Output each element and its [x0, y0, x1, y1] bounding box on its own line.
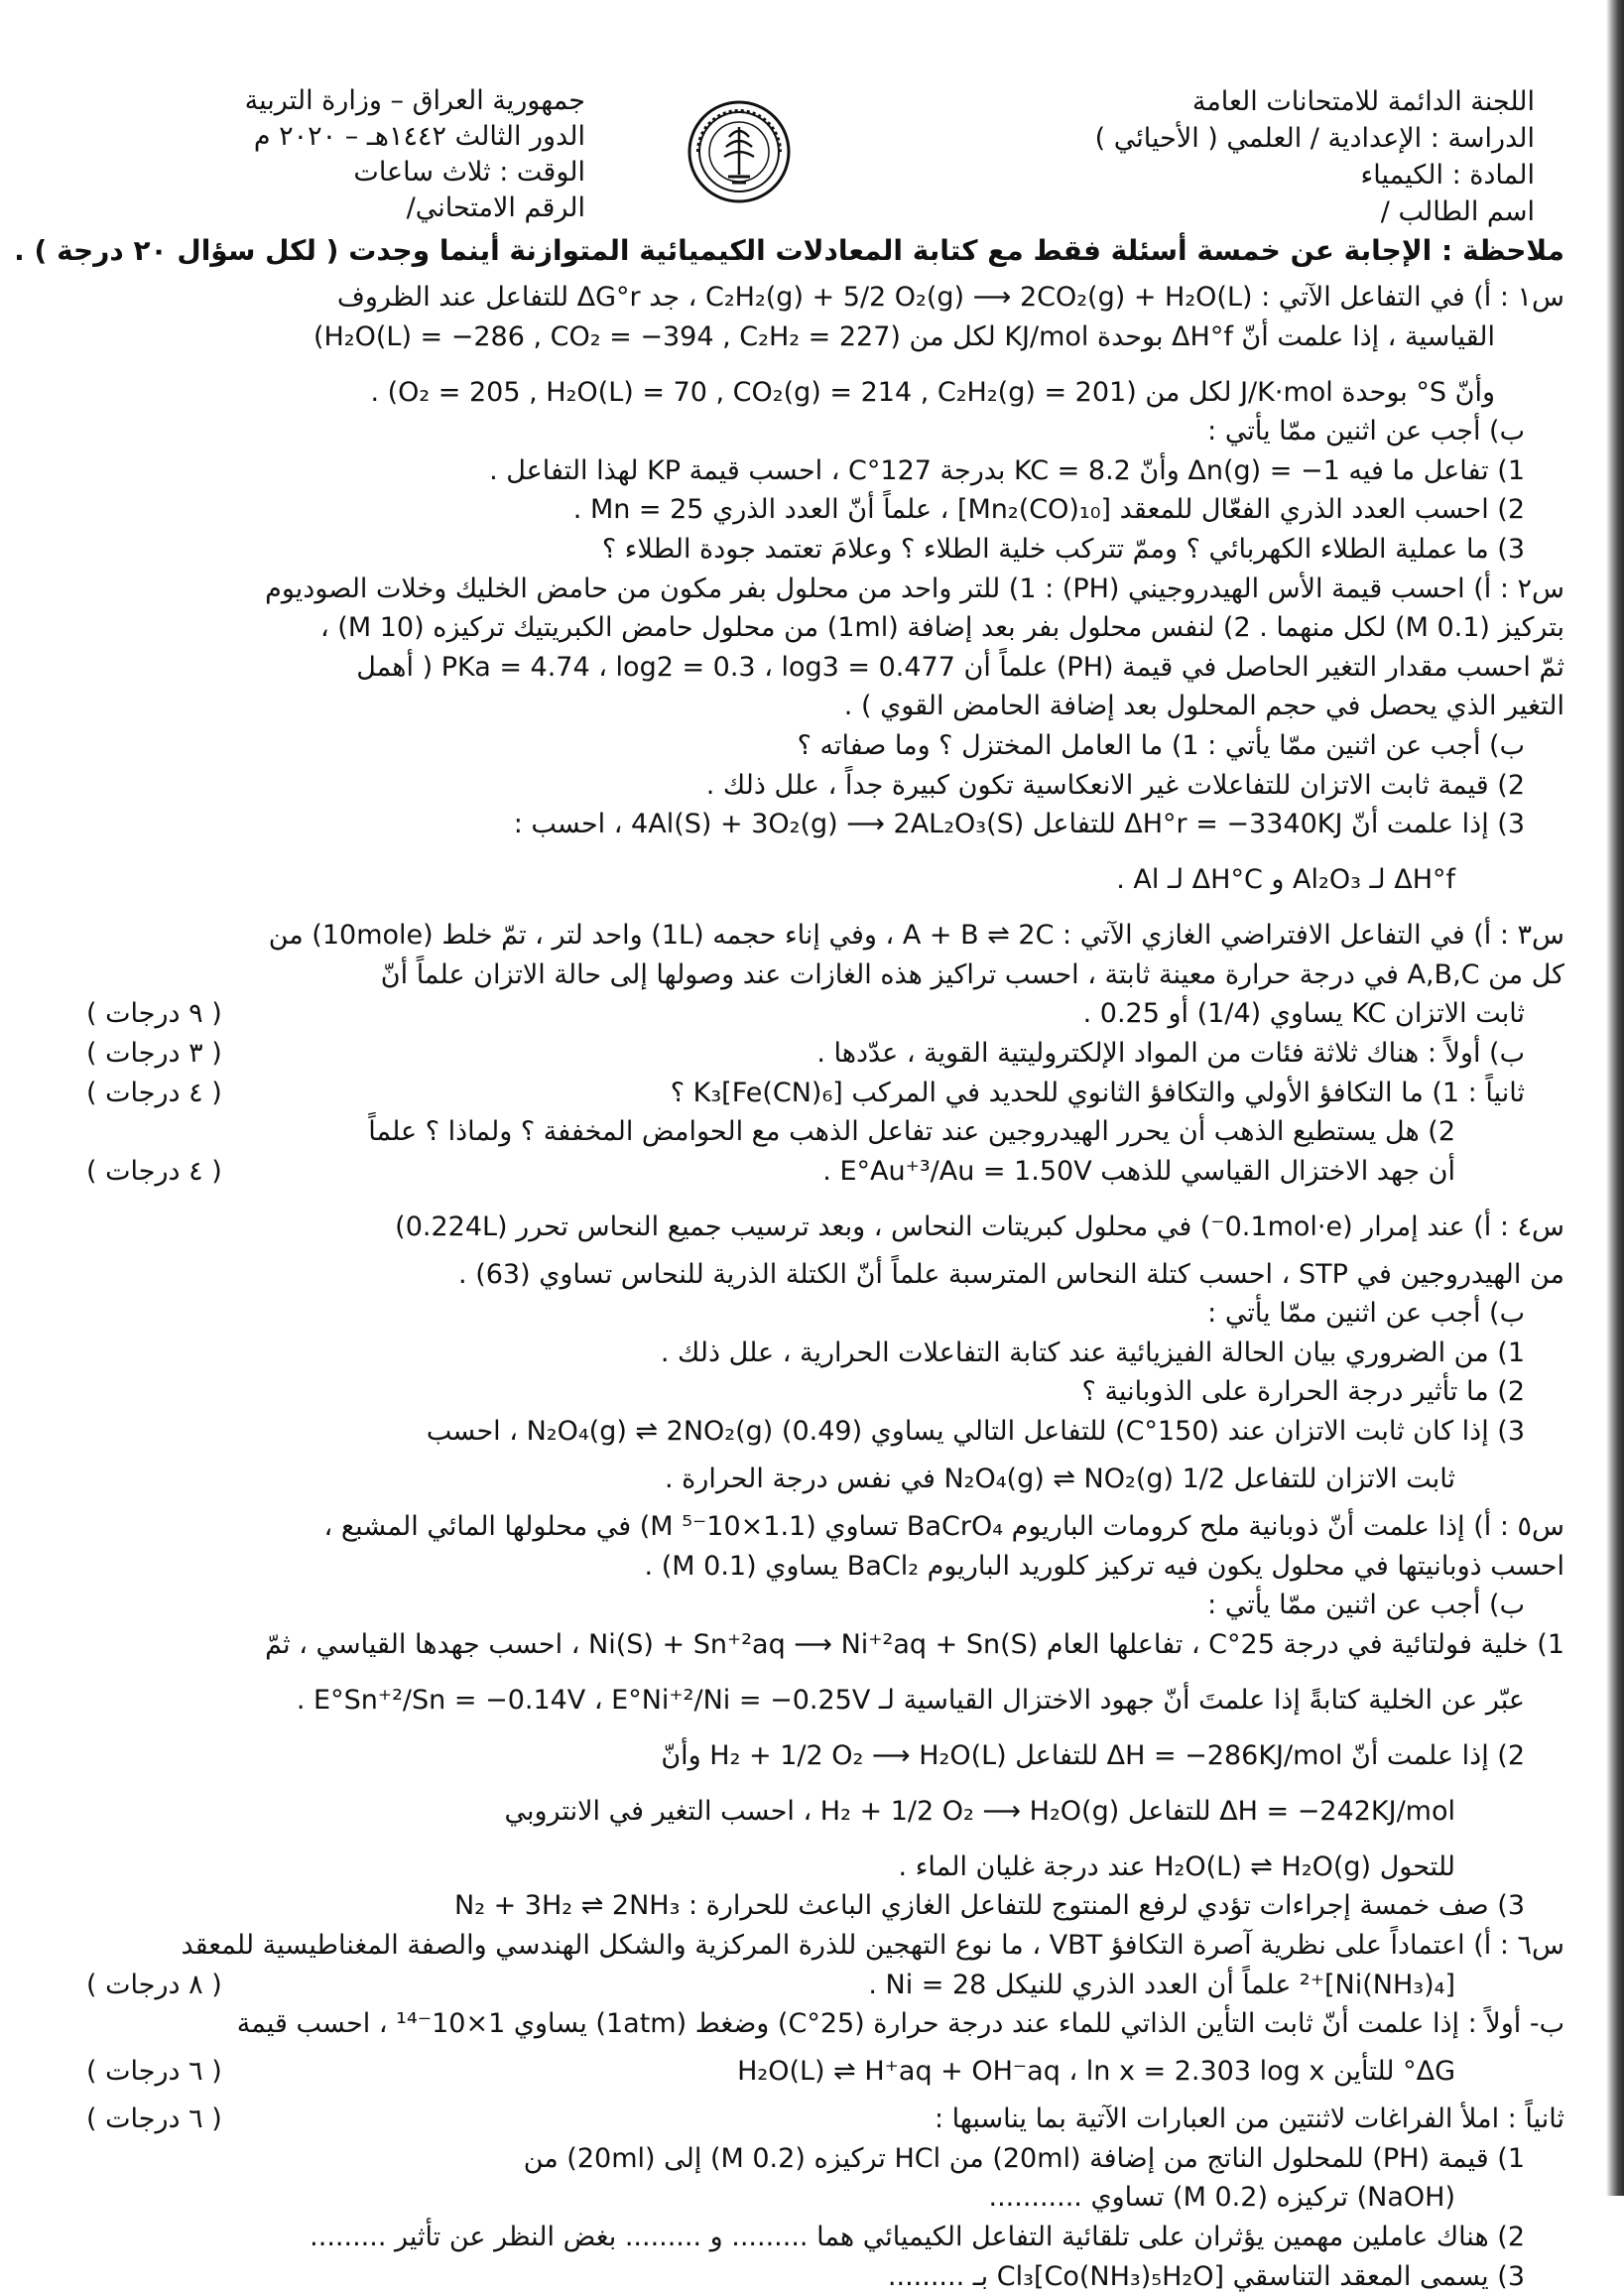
- question-line: [86, 994, 1564, 1034]
- question-line: [86, 1507, 1564, 1547]
- question-line: [86, 1848, 1564, 1887]
- question-text: 2) قيمة ثابت الاتزان للتفاعلات غير الانعكاسية تكون كبيرة جداً ، علل ذلك .: [705, 769, 1525, 801]
- question-text: 1) قيمة (PH) للمحلول الناتج من إضافة (20ml) من HCl تركيزه (0.2 M) إلى (20ml) من: [523, 2142, 1525, 2174]
- question-line: [86, 726, 1564, 766]
- question-text: س٣ : أ) في التفاعل الافتراضي الغازي الآتي : A + B ⇌ 2C ، وفي إناء حجمه (1L) واحد لتر ، تمّ خلط (10mole) من: [268, 920, 1564, 952]
- question-text: س١ : أ) في التفاعل الآتي : C₂H₂(g) + 5/2 O₂(g) ⟶ 2CO₂(g) + H₂O(L) ، جد ΔG°r للتفاعل عند الظروف: [336, 282, 1564, 313]
- question-line: [86, 2052, 1564, 2100]
- question-line: [86, 766, 1564, 806]
- ministry-name: جمهورية العراق – وزارة التربية: [244, 85, 585, 116]
- question-line: [86, 1547, 1564, 1587]
- exam-questions: [86, 278, 1564, 2296]
- question-text: 2) إذا علمت أنّ ΔH = −286KJ/mol للتفاعل H₂ + 1/2 O₂ ⟶ H₂O(L) وأنّ: [661, 1739, 1525, 1771]
- question-text: احسب ذوبانيتها في محلول يكون فيه تركيز كلوريد الباريوم BaCl₂ يساوي (0.1 M) .: [644, 1550, 1564, 1582]
- question-text: 1) خلية فولتائية في درجة 25°C ، تفاعلها العام Ni(S) + Sn⁺²aq ⟶ Ni⁺²aq + Sn(S) ، احسب جهدها القياسي ، ثمّ: [265, 1628, 1564, 1660]
- exam-header: [69, 83, 1564, 232]
- question-line: [86, 1792, 1564, 1848]
- question-text: 2) هناك عاملين مهمين يؤثران على تلقائية التفاعل الكيميائي هما ......... و ......... بغض النظر عن تأثير .........: [310, 2222, 1525, 2252]
- question-line: [86, 1460, 1564, 1507]
- question-line: [86, 278, 1564, 318]
- question-text: التغير الذي يحصل في حجم المحلول بعد إضافة الحامض القوي ) .: [843, 691, 1564, 722]
- marks-label: ( ٨ درجات ): [86, 1969, 222, 2000]
- question-text: س٥ : أ) إذا علمت أنّ ذوبانية ملح كرومات الباريوم BaCrO₄ تساوي (1.1×10⁻⁵ M) في محلولها المائي المشبع ،: [323, 1511, 1564, 1543]
- question-line: [86, 916, 1564, 956]
- exam-duration: الوقت : ثلاث ساعات: [353, 157, 585, 188]
- question-text: 3) إذا كان ثابت الاتزان عند (150°C) للتفاعل التالي يساوي (0.49) N₂O₄(g) ⇌ 2NO₂(g) ، احسب: [426, 1416, 1525, 1448]
- exam-number-label: الرقم الامتحاني/: [406, 192, 585, 223]
- question-line: [86, 373, 1564, 413]
- question-line: [86, 530, 1564, 570]
- exam-round: الدور الثالث ١٤٤٢هـ – ٢٠٢٠ م: [253, 121, 585, 152]
- question-line: [86, 1736, 1564, 1792]
- question-line: [86, 2004, 1564, 2052]
- question-line: [86, 1372, 1564, 1412]
- ministry-emblem-icon: [685, 97, 794, 206]
- question-text: ب) أجب عن اثنين ممّا يأتي :: [1207, 1590, 1525, 1621]
- question-text: ثابت الاتزان KC يساوي (1/4) أو 0.25 .: [1082, 998, 1525, 1030]
- question-text: كل من A,B,C في درجة حرارة معينة ثابتة ، احسب تراكيز هذه الغازات عند وصولها إلى حالة الاتزان علماً أنّ: [380, 958, 1564, 990]
- question-text: ب) أولاً : هناك ثلاثة فئات من المواد الإلكتروليتية القوية ، عدّدها .: [816, 1037, 1525, 1069]
- marks-label: ( ٩ درجات ): [86, 998, 222, 1030]
- question-line: [86, 1152, 1564, 1208]
- question-text: وأنّ S° بوحدة J/K·mol لكل من (O₂ = 205 , H₂O(L) = 70 , CO₂(g) = 214 , C₂H₂(g) = 201) .: [370, 376, 1495, 408]
- question-text: ΔG° للتأين H₂O(L) ⇌ H⁺aq + OH⁻aq ، ln x = 2.303 log x: [737, 2056, 1455, 2088]
- question-text: ب- أولاً : إذا علمت أنّ ثابت التأين الذاتي للماء عند درجة حرارة (25°C) وضغط (1atm) يساوي 1×10⁻¹⁴ ، احسب قيمة: [236, 2008, 1564, 2040]
- question-text: ΔH = −242KJ/mol للتفاعل H₂ + 1/2 O₂ ⟶ H₂O(g) ، احسب التغير في الانتروبي: [504, 1795, 1455, 1827]
- question-text: أن جهد الاختزال القياسي للذهب E°Au⁺³/Au = 1.50V .: [822, 1155, 1455, 1187]
- question-line: [86, 1926, 1564, 1966]
- question-line: [86, 608, 1564, 648]
- question-text: ثمّ احسب مقدار التغير الحاصل في قيمة (PH) علماً أن PKa = 4.74 ، log2 = 0.3 ، log3 = 0.477 ( أهمل: [356, 651, 1564, 683]
- question-line: [86, 1412, 1564, 1460]
- question-line: [86, 1681, 1564, 1736]
- marks-label: ( ٦ درجات ): [86, 2056, 222, 2088]
- question-text: 3) ما عملية الطلاء الكهربائي ؟ وممّ تتركب خلية الطلاء ؟ وعلامَ تعتمد جودة الطلاء ؟: [601, 533, 1525, 565]
- question-line: [86, 860, 1564, 916]
- marks-label: ( ٦ درجات ): [86, 2104, 222, 2135]
- question-line: [86, 318, 1564, 373]
- question-line: [86, 1625, 1564, 1681]
- question-line: [86, 1886, 1564, 1926]
- question-text: ثانياً : 1) ما التكافؤ الأولي والتكافؤ الثانوي للحديد في المركب K₃[Fe(CN)₆] ؟: [670, 1077, 1525, 1108]
- question-line: [86, 2139, 1564, 2179]
- question-line: [86, 1074, 1564, 1113]
- question-text: [Ni(NH₃)₄]⁺² علماً أن العدد الذري للنيكل Ni = 28 .: [868, 1969, 1455, 2000]
- question-text: 1) تفاعل ما فيه Δn(g) = −1 وأنّ KC = 8.2 بدرجة 127°C ، احسب قيمة KP لهذا التفاعل .: [489, 454, 1525, 486]
- question-text: بتركيز (0.1 M) لكل منهما . 2) لنفس محلول بفر بعد إضافة (1ml) من محلول حامض الكبريتيك تركيزه (10 M) ،: [320, 612, 1564, 644]
- question-line: [86, 687, 1564, 726]
- marks-label: ( ٤ درجات ): [86, 1077, 222, 1108]
- study-branch: الدراسة : الإعدادية / العلمي ( الأحيائي ): [1094, 123, 1535, 154]
- question-text: القياسية ، إذا علمت أنّ ΔH°f بوحدة KJ/mol لكل من (H₂O(L) = −286 , CO₂ = −394 , C₂H₂ = 227): [312, 320, 1495, 352]
- question-text: (NaOH) تركيزه (0.2 M) تساوي ...........: [988, 2182, 1455, 2214]
- question-line: [86, 1034, 1564, 1074]
- question-text: ب) أجب عن اثنين ممّا يأتي :: [1207, 1298, 1525, 1330]
- question-line: [86, 570, 1564, 609]
- question-text: س٦ : أ) اعتماداً على نظرية آصرة التكافؤ VBT ، ما نوع التهجين للذرة المركزية والشكل الهندسي والصفة المغناطيسية للمعقد: [181, 1930, 1564, 1962]
- question-line: [86, 1208, 1564, 1255]
- question-text: 2) هل يستطيع الذهب أن يحرر الهيدروجين عند تفاعل الذهب مع الحوامض المخففة ؟ ولماذا ؟ علماً: [368, 1116, 1455, 1148]
- question-line: [86, 451, 1564, 491]
- question-line: [86, 956, 1564, 995]
- question-text: ب) أجب عن اثنين ممّا يأتي : 1) ما العامل المختزل ؟ وما صفاته ؟: [797, 729, 1525, 761]
- student-name-label: اسم الطالب /: [1380, 196, 1535, 227]
- question-text: ثابت الاتزان للتفاعل 1/2 N₂O₄(g) ⇌ NO₂(g) في نفس درجة الحرارة .: [664, 1464, 1455, 1495]
- question-line: [86, 2178, 1564, 2218]
- marks-label: ( ٣ درجات ): [86, 1037, 222, 1069]
- question-line: [86, 2257, 1564, 2296]
- subject: المادة : الكيمياء: [1360, 160, 1535, 191]
- question-text: س٢ : أ) احسب قيمة الأس الهيدروجيني (PH) : 1) للتر واحد من محلول بفر مكون من حامض الخليك وخلات الصوديوم: [265, 573, 1564, 604]
- question-text: 2) احسب العدد الذري الفعّال للمعقد [Mn₂(CO)₁₀] ، علماً أنّ العدد الذري Mn = 25 .: [572, 494, 1525, 526]
- question-line: [86, 490, 1564, 530]
- question-line: [86, 1586, 1564, 1625]
- question-line: [86, 1966, 1564, 2005]
- question-text: ثانياً : املأ الفراغات لاثنتين من العبارات الآتية بما يناسبها :: [934, 2104, 1564, 2135]
- question-text: 1) من الضروري بيان الحالة الفيزيائية عند كتابة التفاعلات الحرارية ، علل ذلك .: [660, 1337, 1525, 1368]
- question-text: للتحول H₂O(L) ⇌ H₂O(g) عند درجة غليان الماء .: [898, 1850, 1455, 1882]
- question-text: عبّر عن الخلية كتابةً إذا علمتَ أنّ جهود الاختزال القياسية لـ E°Sn⁺²/Sn = −0.14V ، E°Ni⁺²/Ni = −0.25V .: [296, 1684, 1525, 1716]
- question-line: [86, 1294, 1564, 1334]
- question-text: 3) صف خمسة إجراءات تؤدي لرفع المنتوج للتفاعل الغازي الباعث للحرارة : N₂ + 3H₂ ⇌ 2NH₃: [454, 1890, 1525, 1922]
- marks-label: ( ٤ درجات ): [86, 1155, 222, 1187]
- question-line: [86, 1255, 1564, 1295]
- question-text: 3) يسمى المعقد التناسقي [Co(NH₃)₅H₂O]Cl₃ بـ .........: [887, 2260, 1525, 2292]
- question-line: [86, 2100, 1564, 2139]
- question-line: [86, 1112, 1564, 1152]
- question-line: [86, 805, 1564, 860]
- committee-name: اللجنة الدائمة للامتحانات العامة: [1191, 86, 1535, 117]
- question-line: [86, 1334, 1564, 1373]
- question-text: 2) ما تأثير درجة الحرارة على الذوبانية ؟: [1081, 1376, 1525, 1408]
- exam-note: ملاحظة : الإجابة عن خمسة أسئلة فقط مع كتابة المعادلات الكيميائية المتوازنة أينما وجدت ( لكل سؤال ٢٠ درجة ) .: [14, 234, 1564, 267]
- question-text: ΔH°f لـ Al₂O₃ و ΔH°C لـ Al .: [1116, 864, 1455, 896]
- question-line: [86, 648, 1564, 688]
- scan-edge: [1606, 0, 1624, 2196]
- header-left: [69, 83, 585, 226]
- question-text: من الهيدروجين في STP ، احسب كتلة النحاس المترسبة علماً أنّ الكتلة الذرية للنحاس تساوي (63) .: [458, 1258, 1564, 1290]
- question-text: س٤ : أ) عند إمرار (0.1mol·e⁻) في محلول كبريتات النحاس ، وبعد ترسيب جميع النحاس تحرر (0.224L): [395, 1211, 1564, 1242]
- question-line: [86, 412, 1564, 451]
- header-right: [939, 83, 1535, 230]
- question-text: ب) أجب عن اثنين ممّا يأتي :: [1207, 416, 1525, 447]
- question-text: 3) إذا علمت أنّ ΔH°r = −3340KJ للتفاعل 4Al(S) + 3O₂(g) ⟶ 2AL₂O₃(S) ، احسب :: [513, 809, 1525, 840]
- question-line: [86, 2218, 1564, 2257]
